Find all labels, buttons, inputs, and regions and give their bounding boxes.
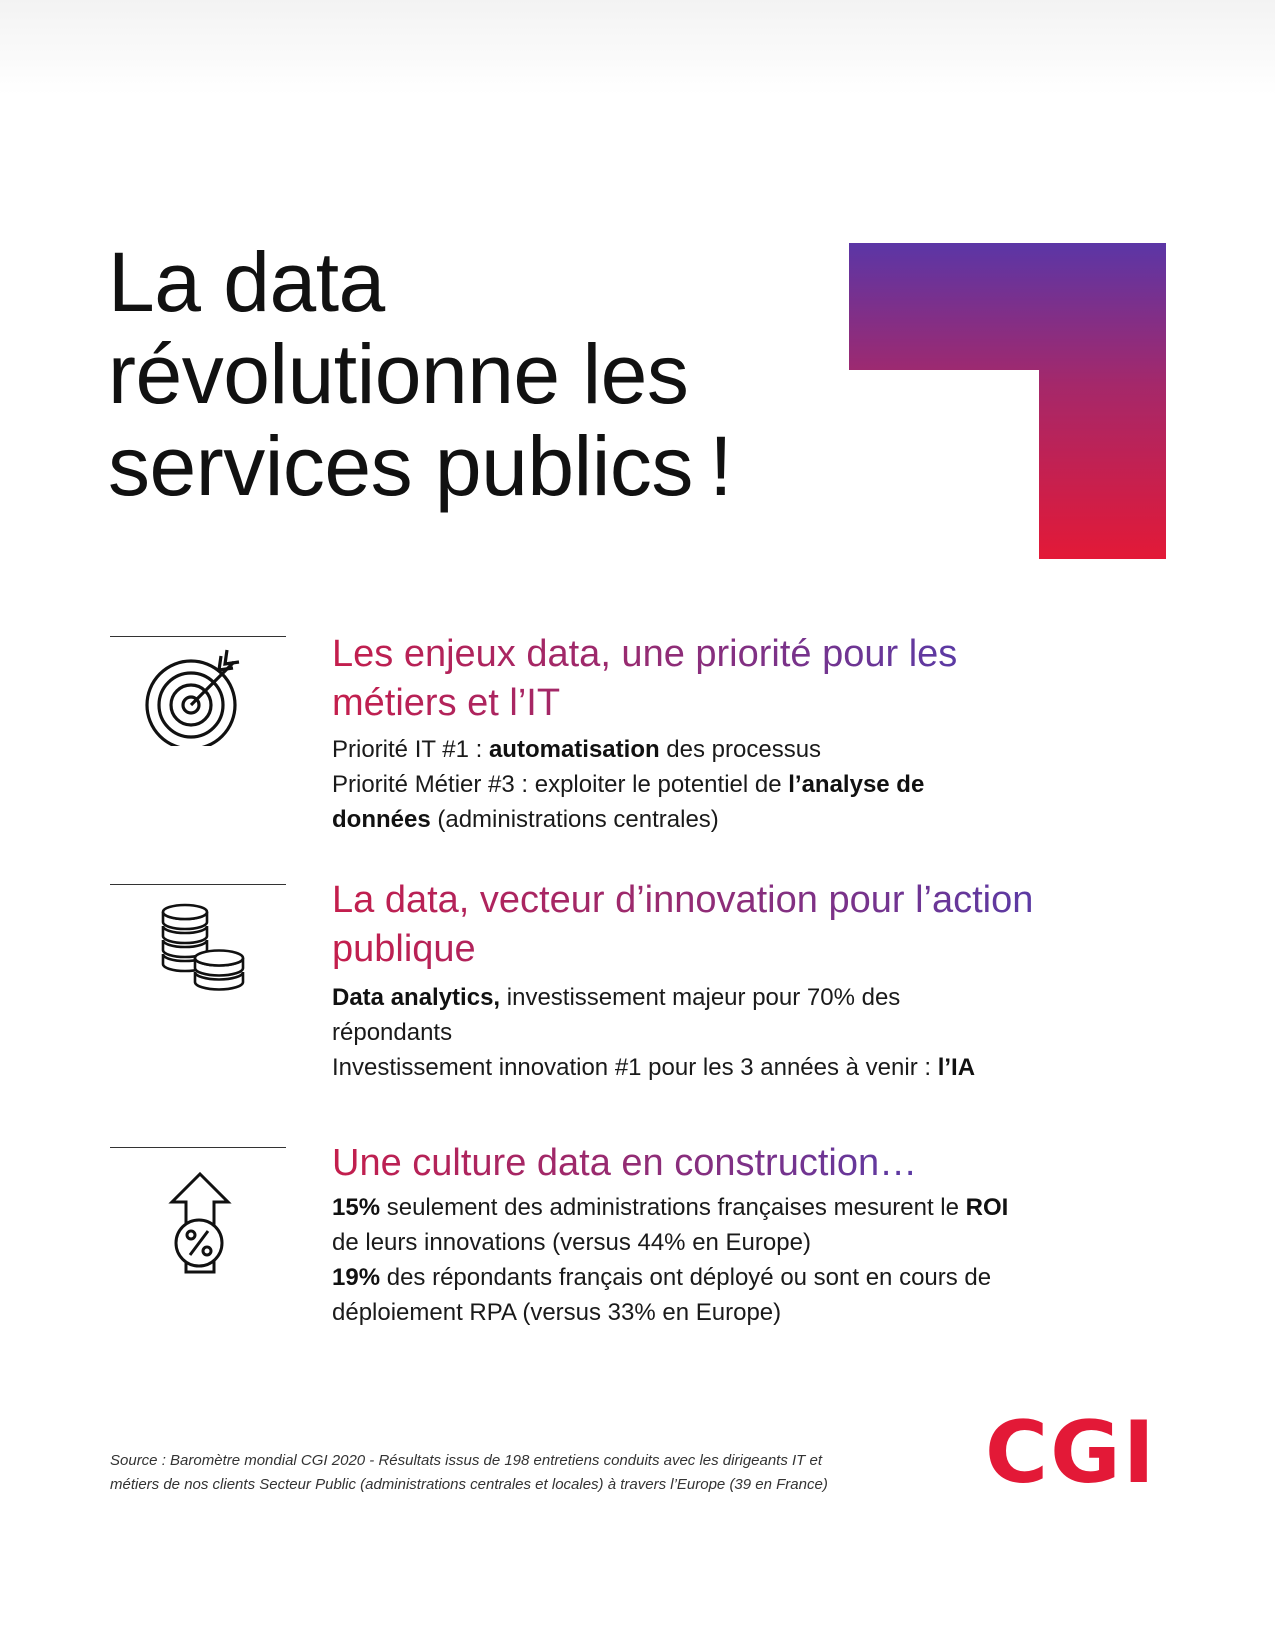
body-line: répondants [332, 1019, 453, 1046]
heading-line: Les enjeux data, une priorité pour les [332, 633, 958, 675]
section-heading [332, 1139, 917, 1188]
cgi-logo: CGI [985, 1403, 1157, 1503]
body-line: Priorité IT #1 : automatisation des processus [332, 736, 822, 763]
title-line-3: services publics ! [108, 419, 733, 513]
page-title [108, 236, 732, 512]
section-body [332, 732, 924, 837]
title-line-2: révolutionne les [108, 327, 689, 421]
source-line: Source : Baromètre mondial CGI 2020 - Résultats issus de 198 entretiens conduits avec les dirigeants IT et [110, 1452, 823, 1469]
heading-line: Une culture data en construction… [332, 1142, 918, 1184]
heading-line: publique [332, 928, 476, 970]
corner-brand-shape [849, 243, 1166, 559]
body-line: Investissement innovation #1 pour les 3 années à venir : l’IA [332, 1054, 976, 1081]
section-body [332, 1190, 1008, 1330]
section-heading [332, 876, 1033, 974]
body-line: 19% des répondants français ont déployé ou sont en cours de [332, 1264, 992, 1291]
section-divider [110, 884, 286, 885]
source-line: métiers de nos clients Secteur Public (administrations centrales et locales) à travers l’Europe (39 en France) [110, 1476, 828, 1493]
heading-line: La data, vecteur d’innovation pour l’action [332, 879, 1034, 921]
coins-icon [160, 902, 248, 992]
heading-line: métiers et l’IT [332, 682, 561, 724]
section-divider [110, 636, 286, 637]
section-body [332, 980, 975, 1085]
body-line: déploiement RPA (versus 33% en Europe) [332, 1299, 782, 1326]
body-line: de leurs innovations (versus 44% en Europe) [332, 1229, 811, 1256]
body-line: données (administrations centrales) [332, 806, 719, 833]
title-line-1: La data [108, 235, 385, 329]
section-divider [110, 1147, 286, 1148]
percent-arrow-up-icon [168, 1171, 232, 1276]
body-line: Data analytics, investissement majeur pour 70% des [332, 984, 901, 1011]
source-note [110, 1449, 828, 1497]
target-icon [143, 646, 243, 746]
top-fade [0, 0, 1275, 95]
section-heading [332, 630, 957, 728]
body-line: Priorité Métier #3 : exploiter le potentiel de l’analyse de [332, 771, 925, 798]
body-line: 15% seulement des administrations françaises mesurent le ROI [332, 1194, 1009, 1221]
